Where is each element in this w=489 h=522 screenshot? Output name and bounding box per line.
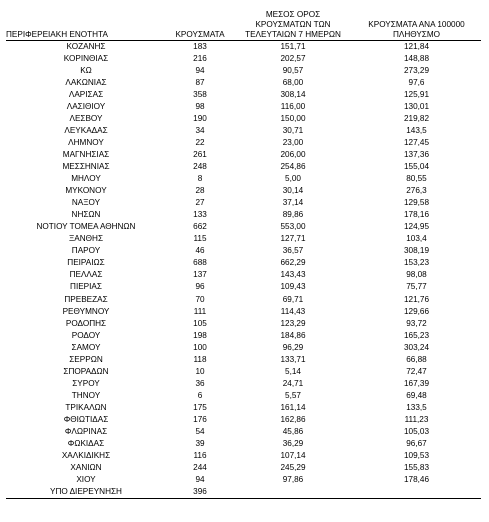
cell-cases: 176 [193,414,207,424]
cell-rate: 121,76 [403,294,430,304]
cell-rate: 153,23 [403,258,430,268]
table-row [6,378,481,390]
cell-region: ΜΑΓΝΗΣΙΑΣ [62,149,110,159]
table-row [6,438,481,450]
cell-avg7: 184,86 [280,330,306,340]
cell-cases: 261 [193,149,207,159]
cell-avg7: 30,14 [282,186,304,196]
table-row [6,209,481,221]
cell-region: ΠΙΕΡΙΑΣ [70,282,102,292]
cell-region: ΜΥΚΟΝΟΥ [65,186,107,196]
cell-avg7: 97,86 [282,475,304,485]
cell-region: ΝΗΣΩΝ [71,210,101,220]
table-row [6,257,481,269]
cell-cases: 118 [193,354,207,364]
cell-rate: 97,6 [408,77,425,87]
cell-cases: 248 [193,161,207,171]
cell-region: ΤΗΝΟΥ [71,390,101,400]
table-row [6,125,481,137]
cell-region: ΛΑΚΩΝΙΑΣ [65,77,107,87]
table-row [6,486,481,499]
cell-cases: 115 [193,234,207,244]
table-row [6,161,481,173]
covid-cases-table [6,4,481,499]
cell-cases: 396 [166,486,234,499]
header-avg7-line-2: ΚΡΟΥΣΜΑΤΩΝ ΤΩΝ [255,19,331,29]
cell-rate: 66,88 [406,354,427,364]
cell-avg7: 127,71 [280,234,306,244]
table-row [6,293,481,305]
cell-cases: 111 [193,306,207,316]
cell-cases: 22 [195,137,205,147]
cell-cases: 70 [195,294,205,304]
cell-region: ΧΑΝΙΩΝ [70,463,102,473]
cell-avg7: 107,14 [280,451,306,461]
table-row [6,40,481,53]
table-row [6,53,481,65]
cell-avg7: 89,86 [282,210,304,220]
table-row [6,77,481,89]
cell-region: ΝΟΤΙΟΥ ΤΟΜΕΑ ΑΘΗΝΩΝ [36,222,136,232]
header-avg7-line-1: ΜΕΣΟΣ ΟΡΟΣ [265,9,321,19]
cell-cases: 133 [193,210,207,220]
table-row [6,426,481,438]
cell-region: ΛΗΜΝΟΥ [68,137,104,147]
cell-avg7: 116,00 [280,101,306,111]
cell-rate: 143,5 [406,125,427,135]
cell-rate: 80,55 [406,174,427,184]
cell-cases: 100 [193,342,207,352]
cell-rate: 303,24 [403,342,430,352]
cell-avg7: 553,00 [280,222,306,232]
table-row [6,354,481,366]
cell-avg7: 69,71 [282,294,304,304]
cell-region: ΣΑΜΟΥ [71,342,101,352]
cell-region: ΧΑΛΚΙΔΙΚΗΣ [61,451,111,461]
cell-cases: 116 [193,451,207,461]
cell-region: ΣΥΡΟΥ [72,378,100,388]
cell-cases: 8 [197,174,203,184]
cell-rate: 273,29 [403,65,430,75]
cell-avg7: 5,14 [285,366,301,376]
cell-cases: 94 [195,65,205,75]
table-row [6,173,481,185]
cell-avg7: 143,43 [280,270,306,280]
cell-rate: 105,03 [403,427,430,437]
cell-region: ΡΕΘΥΜΝΟΥ [62,306,110,316]
header-avg7 [234,4,352,40]
table-row [6,318,481,330]
cell-rate: 137,36 [403,149,430,159]
cell-rate: 111,23 [404,414,429,424]
cell-rate: 276,3 [406,186,427,196]
table-row [6,233,481,245]
cell-region: ΣΕΡΡΩΝ [69,354,103,364]
header-rate [352,4,481,40]
cell-cases: 10 [195,366,205,376]
cell-avg7: 662,29 [280,258,306,268]
cell-rate: 133,5 [406,402,427,412]
cell-avg7: 150,00 [280,113,306,123]
cell-avg7: 245,29 [280,463,306,473]
cell-avg7: 30,71 [282,125,304,135]
table-row [6,474,481,486]
table-row [6,390,481,402]
table-row [6,185,481,197]
cell-cases: 36 [195,378,205,388]
cell-avg7 [234,486,352,499]
cell-cases: 34 [195,125,205,135]
cell-rate: 69,48 [406,390,427,400]
cell-avg7: 202,57 [280,53,306,63]
cell-region: ΜΗΛΟΥ [71,174,101,184]
cell-rate: 167,39 [403,378,430,388]
cell-cases: 46 [195,246,205,256]
table-row [6,137,481,149]
cell-rate: 125,91 [403,89,430,99]
cell-cases: 198 [193,330,207,340]
cell-rate: 109,53 [403,451,430,461]
table-row [6,342,481,354]
cell-cases: 190 [193,113,207,123]
cell-region: ΣΠΟΡΑΔΩΝ [63,366,109,376]
cell-avg7: 36,29 [282,439,304,449]
table-body [6,40,481,499]
table-row [6,113,481,125]
cell-avg7: 90,57 [282,65,304,75]
table-row [6,197,481,209]
cell-cases: 175 [193,402,207,412]
header-region: ΠΕΡΙΦΕΡΕΙΑΚΗ ΕΝΟΤΗΤΑ [6,4,166,40]
table-row [6,245,481,257]
cell-cases: 105 [193,318,207,328]
cell-avg7: 114,43 [280,306,306,316]
cell-rate: 308,19 [403,246,430,256]
cell-region: ΞΑΝΘΗΣ [68,234,104,244]
cell-rate: 75,77 [406,282,427,292]
cell-cases: 216 [193,53,207,63]
cell-region: ΜΕΣΣΗΝΙΑΣ [62,161,110,171]
table-row [6,306,481,318]
cell-region: ΠΑΡΟΥ [71,246,101,256]
cell-rate: 124,95 [403,222,430,232]
cell-avg7: 45,86 [282,427,304,437]
cell-cases: 39 [195,439,205,449]
cell-cases: 137 [193,270,207,280]
cell-cases: 244 [193,463,207,473]
cell-rate: 130,01 [403,101,430,111]
cell-avg7: 123,29 [280,318,306,328]
cell-avg7: 206,00 [280,149,306,159]
cell-region: ΚΟΡΙΝΘΙΑΣ [63,53,109,63]
table-row [6,221,481,233]
cell-cases: 28 [195,186,205,196]
cell-region: ΦΩΚΙΔΑΣ [67,439,105,449]
cell-region: ΧΙΟΥ [76,475,96,485]
cell-rate: 127,45 [403,137,430,147]
cell-rate: 155,04 [403,161,430,171]
cell-avg7: 308,14 [280,89,306,99]
cell-region: ΛΑΣΙΘΙΟΥ [66,101,106,111]
table-row [6,101,481,113]
cell-rate: 219,82 [403,113,430,123]
cell-cases: 6 [197,390,203,400]
cell-rate: 129,66 [403,306,430,316]
cell-cases: 87 [195,77,205,87]
table-row [6,462,481,474]
cell-avg7: 68,00 [282,77,304,87]
cell-region: ΠΡΕΒΕΖΑΣ [64,294,108,304]
cell-region: ΛΕΣΒΟΥ [69,113,103,123]
cell-rate: 96,67 [406,439,427,449]
cell-avg7: 37,14 [282,198,304,208]
table-row [6,330,481,342]
cell-rate: 121,84 [403,41,430,51]
cell-avg7: 151,71 [280,41,306,51]
cell-rate: 72,47 [406,366,427,376]
cell-avg7: 96,29 [282,342,304,352]
cell-region: ΠΕΙΡΑΙΩΣ [67,258,105,268]
table-row [6,450,481,462]
cell-rate: 178,16 [403,210,430,220]
cell-region: ΦΛΩΡΙΝΑΣ [64,427,108,437]
cell-region: ΚΩ [80,65,92,75]
cell-region: ΤΡΙΚΑΛΩΝ [65,402,107,412]
header-avg7-line-3: ΤΕΛΕΥΤΑΙΩΝ 7 ΗΜΕΡΩΝ [245,29,341,39]
cell-rate: 178,46 [403,475,430,485]
cell-avg7: 24,71 [282,378,304,388]
cell-cases: 96 [195,282,205,292]
cell-rate: 98,08 [406,270,427,280]
cell-region: ΛΕΥΚΑΔΑΣ [64,125,108,135]
cell-avg7: 133,71 [280,354,306,364]
cell-region: ΛΑΡΙΣΑΣ [68,89,104,99]
header-rate-line-2: ΠΛΗΘΥΣΜΟ [392,29,441,39]
cell-cases: 358 [193,89,207,99]
cell-avg7: 109,43 [280,282,306,292]
cell-rate [352,486,481,499]
cell-avg7: 23,00 [282,137,304,147]
table-row [6,366,481,378]
cell-avg7: 5,57 [285,390,301,400]
header-cases: ΚΡΟΥΣΜΑΤΑ [166,4,234,40]
header-row [6,4,481,40]
cell-avg7: 254,86 [280,161,306,171]
table-row [6,89,481,101]
cell-avg7: 161,14 [280,402,306,412]
cell-cases: 27 [195,198,205,208]
cell-avg7: 36,57 [282,246,304,256]
cell-region: ΡΟΔΟΥ [71,330,101,340]
table-row [6,65,481,77]
cell-avg7: 162,86 [280,414,306,424]
table-row [6,281,481,293]
table-row [6,269,481,281]
cell-region: ΠΕΛΛΑΣ [69,270,103,280]
cell-region: ΝΑΞΟΥ [71,198,101,208]
cell-rate: 165,23 [403,330,430,340]
cell-cases: 183 [193,41,207,51]
cell-rate: 103,4 [406,234,427,244]
cell-rate: 129,58 [403,198,430,208]
cell-region: ΡΟΔΟΠΗΣ [65,318,107,328]
cell-cases: 98 [195,101,205,111]
cell-avg7: 5,00 [285,174,301,184]
cell-cases: 54 [195,427,205,437]
cell-region: ΥΠΟ ΔΙΕΡΕΥΝΗΣΗ [6,486,166,499]
table-row [6,149,481,161]
cell-region: ΦΘΙΩΤΙΔΑΣ [63,414,109,424]
cell-rate: 148,88 [403,53,430,63]
cell-rate: 155,83 [403,463,430,473]
header-rate-line-1: ΚΡΟΥΣΜΑΤΑ ΑΝΑ 100000 [368,19,465,29]
cell-cases: 94 [195,475,205,485]
table-header [6,4,481,40]
cell-region: ΚΟΖΑΝΗΣ [66,41,106,51]
table-row [6,402,481,414]
cell-rate: 93,72 [406,318,427,328]
cell-cases: 688 [193,258,207,268]
cell-cases: 662 [193,222,207,232]
table-row [6,414,481,426]
